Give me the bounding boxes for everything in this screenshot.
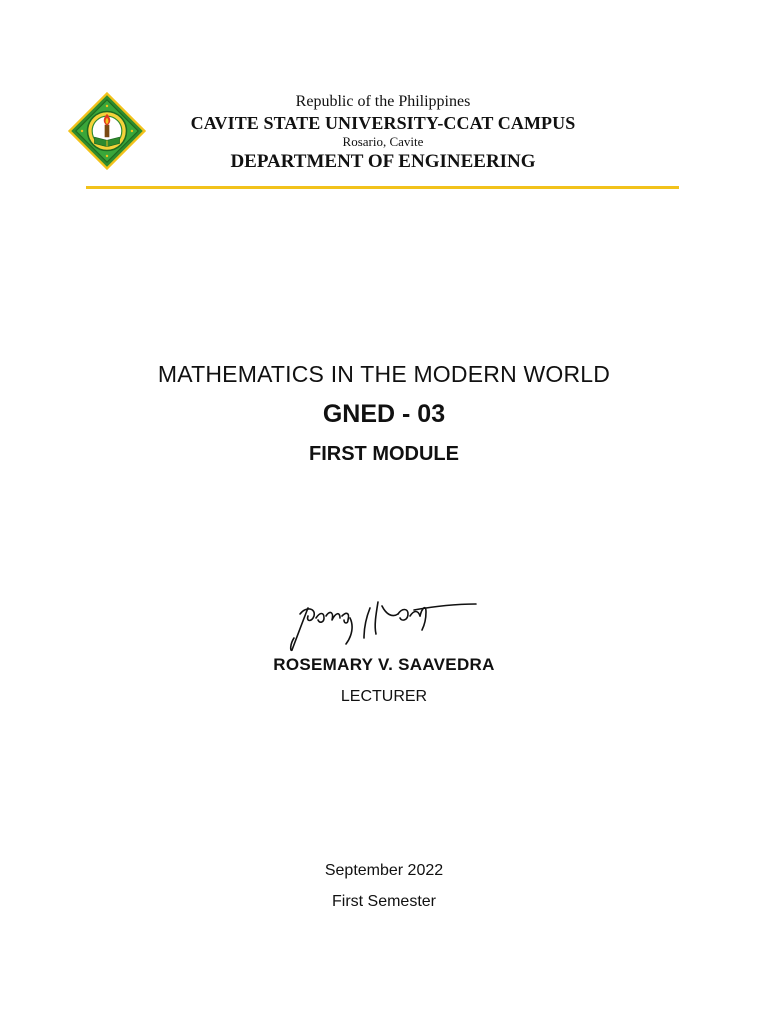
course-title: MATHEMATICS IN THE MODERN WORLD [157,361,611,387]
lecturer-name: ROSEMARY V. SAAVEDRA [273,655,495,674]
course-code: GNED - 03 [322,400,446,428]
country-name: Republic of the Philippines [295,93,471,110]
module-label: FIRST MODULE [309,443,459,465]
document-date: September 2022 [324,862,444,879]
handwritten-signature [286,594,482,656]
semester-label: First Semester [331,893,436,910]
university-name: CAVITE STATE UNIVERSITY-CCAT CAMPUS [190,113,576,133]
campus-location: Rosario, Cavite [342,134,424,149]
department-name: DEPARTMENT OF ENGINEERING [230,151,536,172]
header-divider [86,186,679,189]
university-seal-icon [68,92,146,170]
lecturer-role: LECTURER [340,688,428,705]
